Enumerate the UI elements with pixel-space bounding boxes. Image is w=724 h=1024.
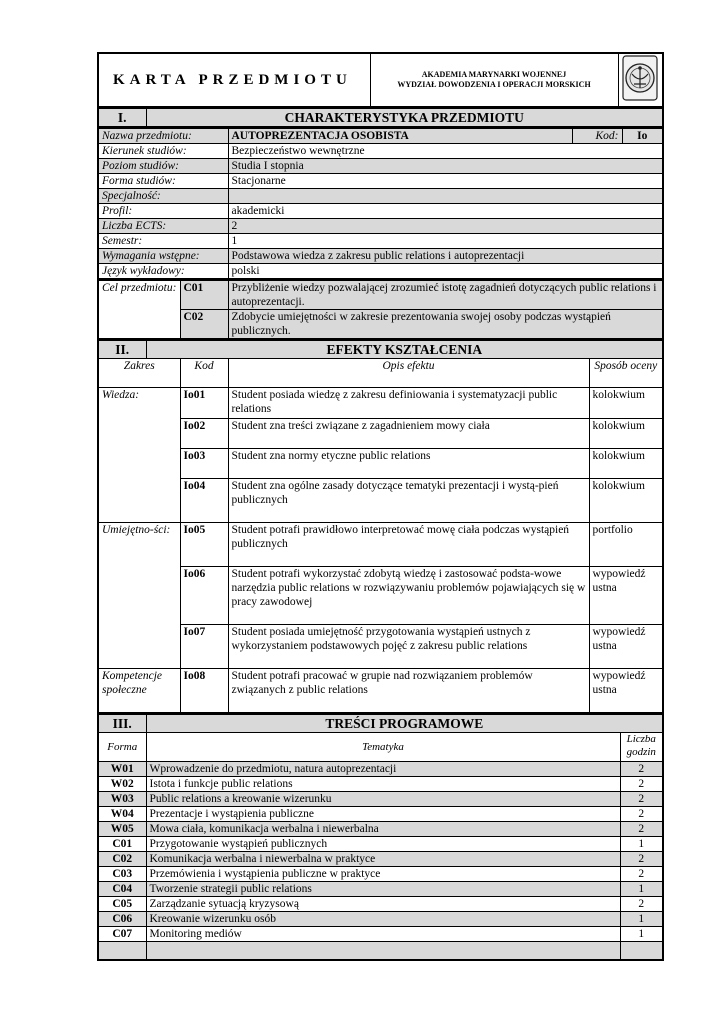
field-label: Poziom studiów:	[98, 159, 228, 174]
row-field	[98, 264, 663, 280]
outcome-category: Kompetencje społeczne	[98, 669, 180, 714]
program-row	[98, 852, 663, 867]
program-hours: 1	[620, 927, 663, 942]
outcome-row	[98, 388, 663, 419]
program-row	[98, 927, 663, 942]
field-label: Wymagania wstępne:	[98, 249, 228, 264]
program-form: C02	[98, 852, 146, 867]
program-form: C07	[98, 927, 146, 942]
row-field	[98, 219, 663, 234]
program-row	[98, 822, 663, 837]
outcome-code: Io08	[180, 669, 228, 714]
field-value: 1	[228, 234, 663, 249]
institution-line-1: AKADEMIA MARYNARKI WOJENNEJ	[421, 70, 567, 79]
program-topic: Wprowadzenie do przedmiotu, natura autoprezentacji	[146, 762, 620, 777]
program-topic: Mowa ciała, komunikacja werbalna i niewerbalna	[146, 822, 620, 837]
program-topic: Komunikacja werbalna i niewerbalna w praktyce	[146, 852, 620, 867]
col-zakres: Zakres	[98, 359, 180, 388]
program-form: C03	[98, 867, 146, 882]
program-form: W03	[98, 792, 146, 807]
outcome-code: Io06	[180, 567, 228, 625]
outcome-assessment: kolokwium	[589, 388, 663, 419]
program-hours: 2	[620, 897, 663, 912]
program-row	[98, 792, 663, 807]
program-hours: 2	[620, 867, 663, 882]
outcome-category: Wiedza:	[98, 388, 180, 523]
outcome-row	[98, 669, 663, 714]
program-hours: 2	[620, 807, 663, 822]
institution-name	[370, 53, 618, 107]
program-row	[98, 762, 663, 777]
outcome-row	[98, 523, 663, 567]
outcome-code: Io05	[180, 523, 228, 567]
program-header-row	[98, 733, 663, 762]
program-row-empty	[98, 942, 663, 961]
outcome-description: Student zna ogólne zasady dotyczące tematyki prezentacji i wystą-pień publicznych	[228, 479, 589, 523]
program-form: C06	[98, 912, 146, 927]
code-value: Io	[622, 129, 663, 144]
code-label: Kod:	[572, 129, 622, 144]
section-title: EFEKTY KSZTAŁCENIA	[146, 341, 663, 359]
col-opis: Opis efektu	[228, 359, 589, 388]
objective-code: C01	[180, 281, 228, 310]
section-number: I.	[98, 109, 146, 128]
outcome-code: Io04	[180, 479, 228, 523]
course-card	[97, 52, 662, 961]
objectives-table	[97, 280, 664, 340]
program-topic	[146, 942, 620, 961]
program-topic: Przemówienia i wystąpienia publiczne w praktyce	[146, 867, 620, 882]
program-form: C01	[98, 837, 146, 852]
field-value: 2	[228, 219, 663, 234]
outcome-description: Student posiada umiejętność przygotowania wystąpień ustnych z wykorzystaniem podstawowych pojęć z zakresu public relations	[228, 625, 589, 669]
program-row	[98, 882, 663, 897]
field-label: Kierunek studiów:	[98, 144, 228, 159]
program-hours: 2	[620, 762, 663, 777]
outcome-description: Student potrafi wykorzystać zdobytą wiedzę i zastosować podsta-wowe narzędzia public relations w rozwiązywaniu problemów pojawiających się w pracy zawodowej	[228, 567, 589, 625]
outcome-code: Io03	[180, 449, 228, 479]
outcome-row	[98, 625, 663, 669]
objectives-label: Cel przedmiotu:	[98, 281, 180, 340]
objective-code: C02	[180, 310, 228, 340]
row-field	[98, 189, 663, 204]
program-row	[98, 897, 663, 912]
card-title: KARTA PRZEDMIOTU	[98, 53, 370, 107]
program-row	[98, 867, 663, 882]
program-form: C05	[98, 897, 146, 912]
field-label: Nazwa przedmiotu:	[98, 129, 228, 144]
program-hours: 2	[620, 792, 663, 807]
row-field	[98, 174, 663, 189]
program-row	[98, 837, 663, 852]
field-value	[228, 189, 663, 204]
program-hours: 2	[620, 822, 663, 837]
row-field	[98, 159, 663, 174]
col-sposob-oceny: Sposób oceny	[589, 359, 663, 388]
col-forma: Forma	[98, 733, 146, 762]
objective-text: Zdobycie umiejętności w zakresie prezentowania swojej osoby podczas wystąpień publicznych.	[228, 310, 663, 340]
field-label: Specjalność:	[98, 189, 228, 204]
program-form: C04	[98, 882, 146, 897]
outcomes-header-row	[98, 359, 663, 388]
outcome-category: Umiejętno-ści:	[98, 523, 180, 669]
field-label: Forma studiów:	[98, 174, 228, 189]
outcome-assessment: wypowiedź ustna	[589, 669, 663, 714]
outcome-description: Student zna treści związane z zagadnieniem mowy ciała	[228, 419, 589, 449]
field-value: Stacjonarne	[228, 174, 663, 189]
program-form	[98, 942, 146, 961]
objective-text: Przybliżenie wiedzy pozwalającej zrozumieć istotę zagadnień dotyczących public relations i autoprezentacji.	[228, 281, 663, 310]
outcome-assessment: kolokwium	[589, 479, 663, 523]
objective-row	[98, 310, 663, 340]
col-kod: Kod	[180, 359, 228, 388]
outcome-description: Student potrafi pracować w grupie nad rozwiązaniem problemów związanych z public relations	[228, 669, 589, 714]
program-hours: 1	[620, 837, 663, 852]
program-hours: 2	[620, 777, 663, 792]
outcome-code: Io07	[180, 625, 228, 669]
program-topic: Kreowanie wizerunku osób	[146, 912, 620, 927]
section-title: TREŚCI PROGRAMOWE	[146, 715, 663, 733]
section-number: III.	[98, 715, 146, 733]
program-topic: Przygotowanie wystąpień publicznych	[146, 837, 620, 852]
outcome-row	[98, 567, 663, 625]
outcome-assessment: portfolio	[589, 523, 663, 567]
row-field	[98, 234, 663, 249]
outcome-row	[98, 449, 663, 479]
program-hours: 1	[620, 912, 663, 927]
outcome-description: Student potrafi prawidłowo interpretować mowę ciała podczas wystąpień publicznych	[228, 523, 589, 567]
outcome-description: Student zna normy etyczne public relations	[228, 449, 589, 479]
outcome-assessment: wypowiedź ustna	[589, 625, 663, 669]
outcome-assessment: kolokwium	[589, 449, 663, 479]
program-row	[98, 777, 663, 792]
program-hours: 2	[620, 852, 663, 867]
outcome-assessment: wypowiedź ustna	[589, 567, 663, 625]
program-row	[98, 912, 663, 927]
program-form: W05	[98, 822, 146, 837]
program-topic: Istota i funkcje public relations	[146, 777, 620, 792]
program-topic: Prezentacje i wystąpienia publiczne	[146, 807, 620, 822]
program-topic: Public relations a kreowanie wizerunku	[146, 792, 620, 807]
field-value: akademicki	[228, 204, 663, 219]
outcome-row	[98, 479, 663, 523]
course-name: AUTOPREZENTACJA OSOBISTA	[228, 129, 572, 144]
outcome-row	[98, 419, 663, 449]
section-title: CHARAKTERYSTYKA PRZEDMIOTU	[146, 109, 663, 128]
outcome-code: Io01	[180, 388, 228, 419]
section-number: II.	[98, 341, 146, 359]
field-label: Liczba ECTS:	[98, 219, 228, 234]
program-content-table	[97, 714, 664, 961]
field-label: Język wykładowy:	[98, 264, 228, 280]
field-value: Studia I stopnia	[228, 159, 663, 174]
characteristics-table	[97, 108, 664, 128]
outcome-description: Student posiada wiedzę z zakresu definiowania i systematyzacji public relations	[228, 388, 589, 419]
outcome-assessment: kolokwium	[589, 419, 663, 449]
outcome-code: Io02	[180, 419, 228, 449]
program-form: W04	[98, 807, 146, 822]
row-field	[98, 144, 663, 159]
row-name	[98, 129, 663, 144]
institution-line-2: WYDZIAŁ DOWODZENIA I OPERACJI MORSKICH	[397, 80, 591, 89]
objective-row	[98, 281, 663, 310]
characteristics-rows	[97, 128, 664, 280]
program-hours	[620, 942, 663, 961]
program-topic: Monitoring mediów	[146, 927, 620, 942]
learning-outcomes-table	[97, 340, 664, 714]
program-form: W02	[98, 777, 146, 792]
header-table	[97, 52, 664, 108]
field-value: polski	[228, 264, 663, 280]
row-field	[98, 204, 663, 219]
field-label: Semestr:	[98, 234, 228, 249]
program-hours: 1	[620, 882, 663, 897]
academy-seal-icon	[618, 53, 663, 107]
field-value: Podstawowa wiedza z zakresu public relations i autoprezentacji	[228, 249, 663, 264]
field-label: Profil:	[98, 204, 228, 219]
col-liczba-godzin: Liczba godzin	[620, 733, 663, 762]
program-topic: Zarządzanie sytuacją kryzysową	[146, 897, 620, 912]
program-row	[98, 807, 663, 822]
field-value: Bezpieczeństwo wewnętrzne	[228, 144, 663, 159]
program-form: W01	[98, 762, 146, 777]
row-field	[98, 249, 663, 264]
col-tematyka: Tematyka	[146, 733, 620, 762]
program-topic: Tworzenie strategii public relations	[146, 882, 620, 897]
